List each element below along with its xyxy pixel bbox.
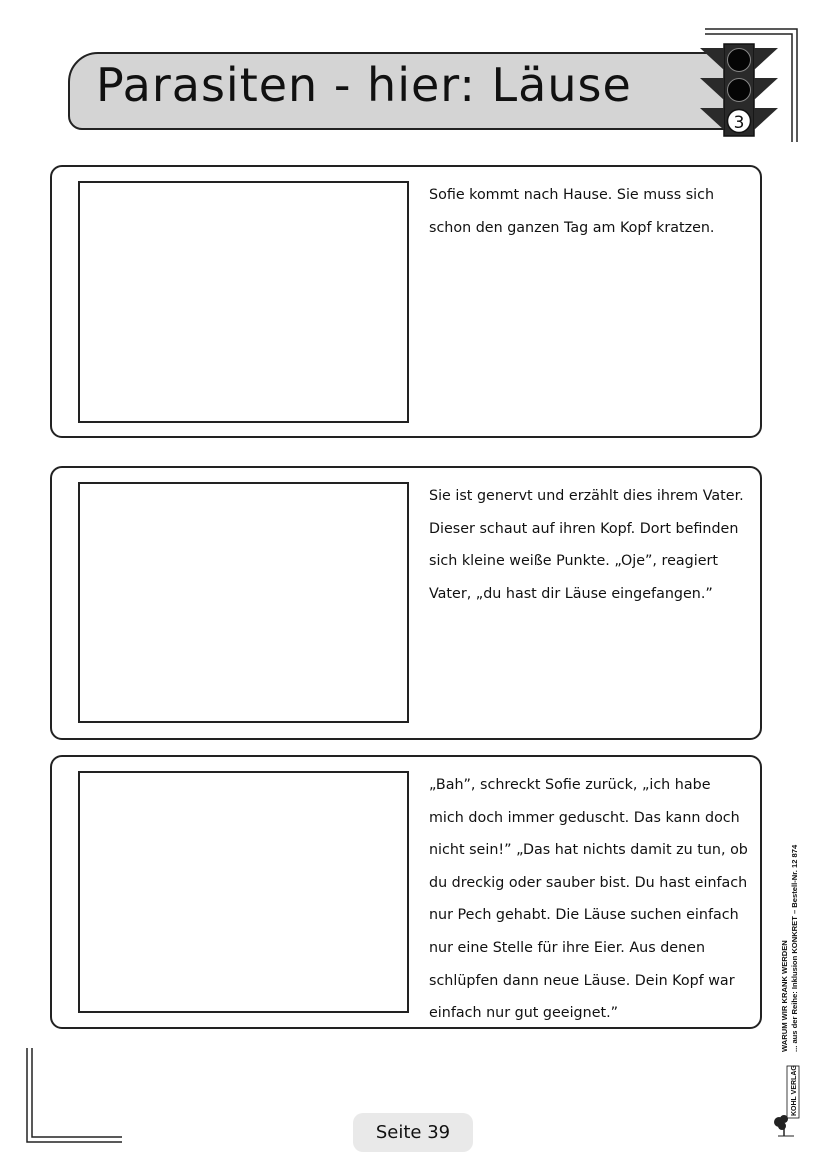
story-text-1: Sofie kommt nach Hause. Sie muss sich schon den ganzen Tag am Kopf kratzen. (429, 187, 715, 236)
drawing-box-3[interactable] (78, 771, 409, 1013)
series-order-number: ... aus der Reihe: Inklusion KONKRET – Bestell-Nr. 12 874 (790, 844, 799, 1052)
traffic-light-icon (696, 40, 782, 140)
corner-decoration-bottom-left (26, 1048, 122, 1144)
story-text-3: „Bah”, schreckt Sofie zurück, „ich habe mich doch immer geduscht. Das kann doch nicht sein!” „Das hat nichts damit zu tun, ob du dreckig oder sauber bist. Du hast einfach nur Pech gehabt. Die Läuse suchen einfach nur eine Stelle für ihre Eier. Aus denen schlüpfen dann neue Läuse. Dein Kopf war einfach nur gut geeignet.” (429, 777, 748, 1022)
page-title: Parasiten - hier: Läuse (96, 58, 632, 112)
side-publication-info (780, 752, 800, 1052)
drawing-box-2[interactable] (78, 482, 409, 723)
drawing-box-1[interactable] (78, 181, 409, 423)
publisher-logo (770, 1062, 804, 1138)
series-title: WARUM WIR KRANK WERDEN (780, 940, 789, 1052)
story-panel-3 (50, 755, 762, 1029)
story-panel-2 (50, 466, 762, 740)
difficulty-level-number: 3 (733, 113, 745, 133)
page-number: Seite 39 (375, 1122, 451, 1143)
publisher-name: KOHL VERLAG (791, 1065, 798, 1116)
story-panel-1 (50, 165, 762, 438)
story-text-2: Sie ist genervt und erzählt dies ihrem Vater. Dieser schaut auf ihren Kopf. Dort befinden sich kleine weiße Punkte. „Oje”, reagiert Vater, „du hast dir Läuse eingefangen.” (429, 488, 744, 602)
